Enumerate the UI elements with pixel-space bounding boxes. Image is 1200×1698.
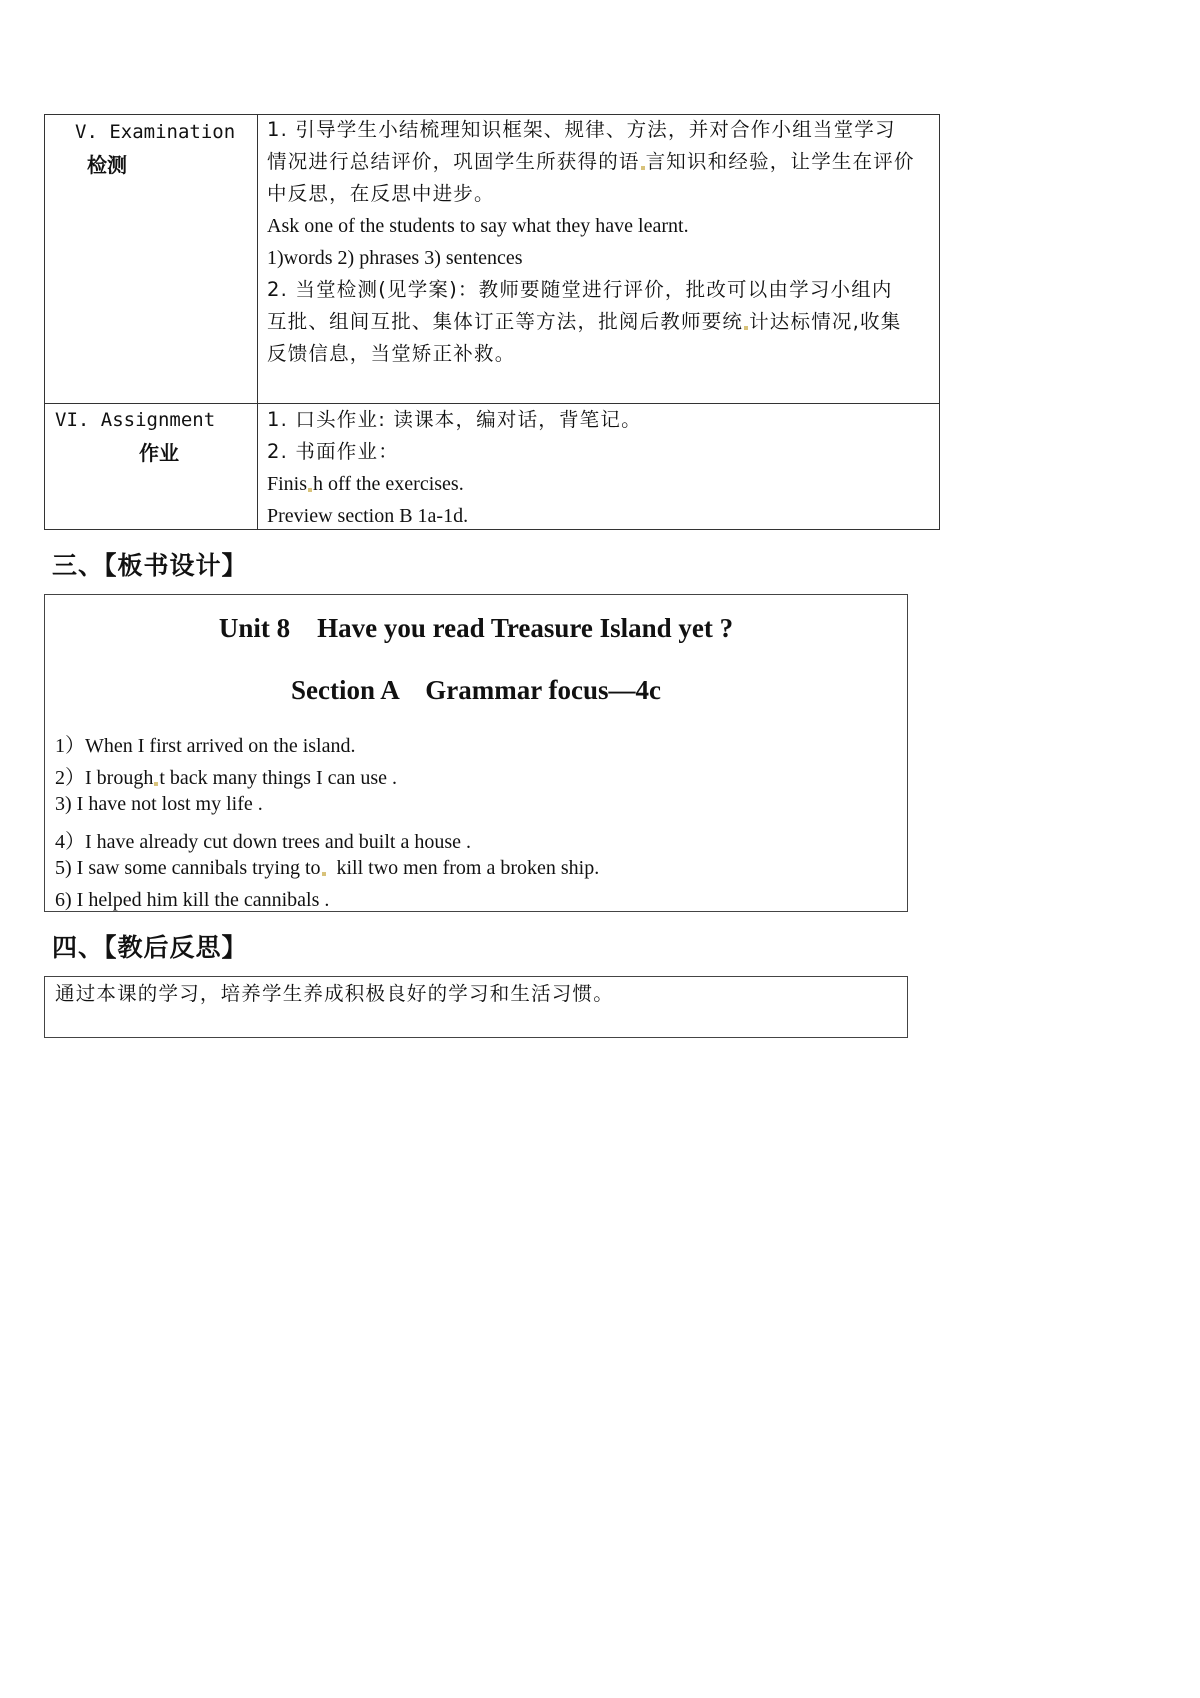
exam-line-7: 互批、组间互批、集体订正等方法，批阅后教师要统 计达标情况,收集 xyxy=(267,310,902,333)
lesson-table xyxy=(44,114,940,530)
assignment-line-4: Preview section B 1a-1d. xyxy=(267,505,469,527)
row-label-examination xyxy=(75,121,235,178)
board-design-heading: 三、【板书设计】 xyxy=(52,551,248,580)
exam-line-6: 2. 当堂检测(见学案)：教师要随堂进行评价，批改可以由学习小组内 xyxy=(267,278,893,301)
exam-line-5: 1)words 2) phrases 3) sentences xyxy=(267,247,523,269)
exam-line-2: 情况进行总结评价，巩固学生所获得的语 言知识和经验，让学生在评价 xyxy=(267,150,915,173)
assignment-line-2: 2. 书面作业： xyxy=(267,440,399,463)
board-line-3: 3) I have not lost my life . xyxy=(55,793,263,815)
board-line-1: 1）When I first arrived on the island. xyxy=(55,735,356,757)
board-line-4: 4）I have already cut down trees and built a house . xyxy=(55,831,471,853)
board-line-2: 2）I brough t back many things I can use . xyxy=(55,767,398,789)
row-label-assignment xyxy=(55,409,215,466)
reflection-heading: 四、【教后反思】 xyxy=(52,933,248,962)
exam-line-3: 中反思，在反思中进步。 xyxy=(267,182,495,205)
row-label-cn: 检测 xyxy=(87,153,127,177)
column-divider xyxy=(257,115,258,529)
row-label-en: VI. Assignment xyxy=(55,409,216,431)
assignment-line-3: Finis h off the exercises. xyxy=(267,473,464,495)
exam-line-4: Ask one of the students to say what they have learnt. xyxy=(267,215,689,237)
row-divider xyxy=(45,403,939,404)
board-title-unit: Unit 8 Have you read Treasure Island yet ? xyxy=(218,613,734,643)
board-line-5: 5) I saw some cannibals trying to kill two men from a broken ship. xyxy=(55,857,600,879)
row-label-en: V. Examination xyxy=(75,121,236,143)
board-title-section: Section A Grammar focus—4c xyxy=(291,675,661,705)
reflection-text: 通过本课的学习，培养学生养成积极良好的学习和生活习惯。 xyxy=(55,982,614,1005)
exam-line-8: 反馈信息，当堂矫正补救。 xyxy=(267,342,516,365)
board-line-6: 6) I helped him kill the cannibals . xyxy=(55,889,330,911)
exam-line-1: 1. 引导学生小结梳理知识框架、规律、方法，并对合作小组当堂学习 xyxy=(267,118,896,141)
reflection-box xyxy=(44,976,908,1038)
assignment-line-1: 1. 口头作业: 读课本，编对话，背笔记。 xyxy=(267,408,642,431)
row-label-cn: 作业 xyxy=(139,441,179,465)
board-design-box xyxy=(44,594,908,912)
